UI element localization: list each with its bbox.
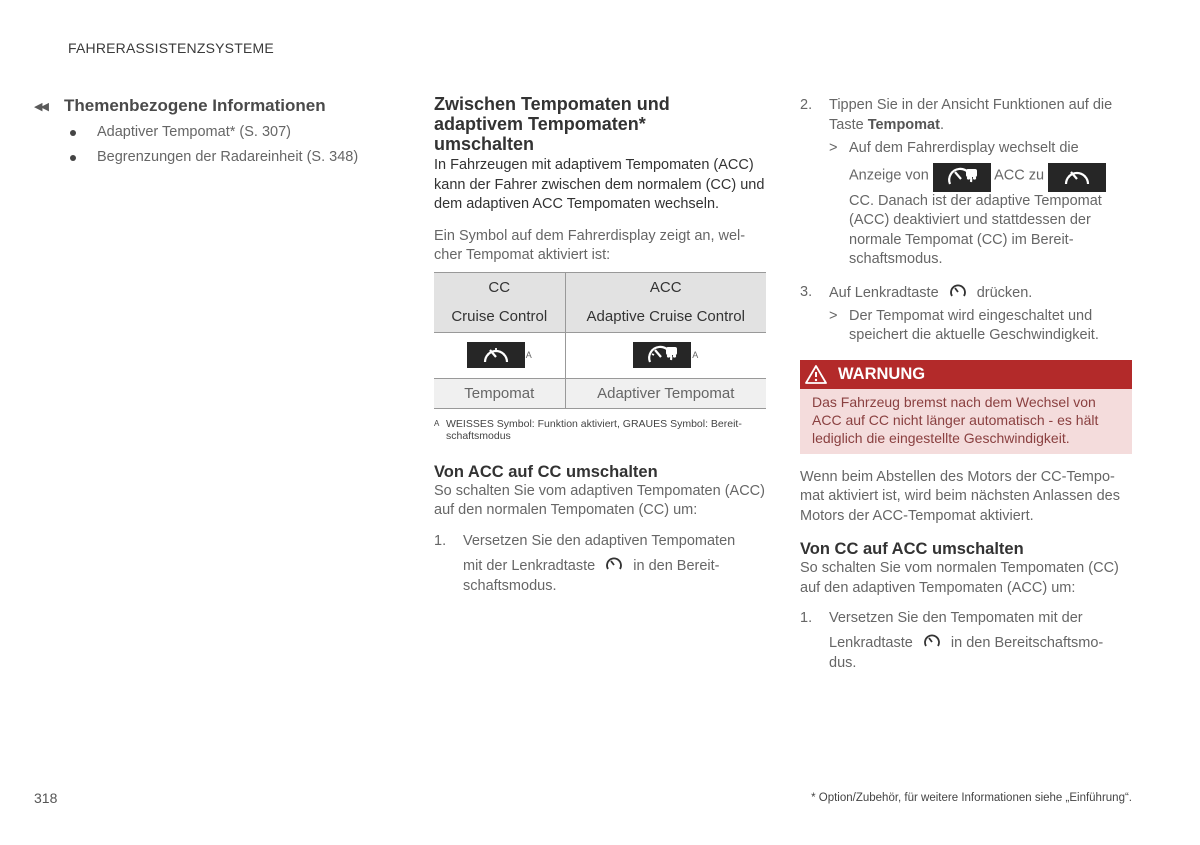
footnote-line: schaftsmodus: [446, 429, 511, 442]
step-text-part: in den Bereit-: [633, 557, 720, 574]
warning-text: Das Fahrzeug bremst nach dem Wechsel von ACC auf CC nicht länger automatisch - es hält lediglich die eingestellte Geschwindigkeit.: [800, 389, 1132, 454]
step-text-part: in den Bereitschaftsmo-: [950, 635, 1104, 651]
warning-box: [800, 360, 1132, 454]
table-cell-acc-symbol: [565, 332, 766, 378]
table-header-cc: [434, 272, 565, 332]
symbol-text-line: Ein Symbol auf dem Fahrerdisplay zeigt an, wel-: [434, 227, 746, 244]
step-text-line: Versetzen Sie den adaptiven Tempomaten: [463, 532, 736, 549]
table-cell-acc-label: Adaptiver Tempomat: [565, 378, 766, 408]
related-title: Themenbezogene Informationen: [64, 96, 326, 115]
table-header-acc: [565, 272, 766, 332]
related-topics: [34, 96, 394, 170]
step-number: 1.: [800, 610, 813, 626]
related-link-adaptive-cruise[interactable]: Adaptiver Tempomat* (S. 307): [34, 120, 394, 145]
result-text: Der Tempomat wird eingeschaltet und speichert die aktuelle Geschwindigkeit.: [849, 307, 1099, 343]
table-footnote: [434, 418, 768, 442]
result-text-line: [849, 163, 1106, 192]
result-arrow: >: [829, 307, 838, 324]
list-item: [800, 282, 1134, 303]
cruise-control-table: [434, 272, 766, 409]
section-title-cc-to-acc: Von CC auf ACC umschalten: [800, 540, 1024, 558]
acc-to-cc-step-3: [800, 282, 1134, 303]
list-item: [800, 95, 1134, 135]
result-text-part: Anzeige von: [849, 167, 929, 183]
result-text-part: ACC zu: [994, 167, 1045, 183]
header-name: Cruise Control: [451, 308, 548, 325]
cc-to-acc-steps: [800, 608, 1134, 673]
step-text-part: Auf Lenkradtaste: [829, 284, 939, 301]
engine-restart-note: Wenn beim Abstellen des Motors der CC-Tempo-mat aktiviert ist, wird beim nächsten Anlassen des Motors der ACC-Tempomat aktiviert.: [800, 468, 1120, 524]
intro-paragraph: In Fahrzeugen mit adaptivem Tempomaten (ACC) kann der Fahrer zwischen dem normalem (CC) und dem adaptiven ACC Tempomaten wechseln.: [434, 157, 765, 212]
related-title-row: [34, 96, 394, 116]
result-text-part: CC. Danach ist der adaptive Tempomat (ACC) deaktiviert und stattdessen der normale Tempomat (CC) im Bereit-schaftsmodus.: [849, 192, 1102, 267]
adaptive-cruise-control-symbol-icon: [633, 342, 691, 368]
header-abbr: CC: [488, 279, 511, 296]
section-title-acc-to-cc: Von ACC auf CC umschalten: [434, 462, 658, 481]
adaptive-cruise-control-symbol-icon: [933, 163, 991, 192]
cruise-control-button-icon: [923, 632, 941, 650]
step-text-part: drücken.: [976, 284, 1033, 301]
step-text-part: .: [939, 117, 944, 133]
cruise-control-symbol-icon: [467, 342, 525, 368]
option-footnote: * Option/Zubehör, für weitere Informationen siehe „Einführung“.: [811, 792, 1132, 804]
step-text-line: Versetzen Sie den Tempomaten mit der: [829, 610, 1083, 626]
step-number: 2.: [800, 97, 813, 113]
note-mark: A: [692, 350, 699, 360]
warning-title: WARNUNG: [838, 364, 926, 383]
double-chevron-left-icon[interactable]: ◀◀: [34, 100, 47, 113]
acc-to-cc-steps-continued: [800, 95, 1134, 135]
page-number: 318: [34, 790, 58, 806]
column-right: [800, 95, 1134, 673]
cruise-control-button-icon: [605, 555, 623, 573]
step-number: 3.: [800, 283, 813, 300]
footnote-line: WEISSES Symbol: Funktion aktiviert, GRAUES Symbol: Bereit-: [446, 417, 742, 430]
result-text-line: Auf dem Fahrerdisplay wechselt die: [849, 140, 1079, 156]
step-text-part: mit der Lenkradtaste: [463, 557, 596, 574]
page-title-line: umschalten: [434, 134, 535, 154]
step-text-line: [829, 632, 1103, 653]
header-abbr: ACC: [649, 279, 682, 296]
list-item: [434, 531, 768, 596]
tempomat-key-label: Tempomat: [867, 117, 940, 133]
result-step-2: [829, 139, 1134, 270]
related-list: [34, 120, 394, 170]
step-text-part: Lenkradtaste: [829, 635, 913, 651]
section-header: FAHRERASSISTENZSYSTEME: [68, 40, 274, 56]
warning-header: [800, 360, 1132, 389]
step-text: [829, 608, 1103, 673]
symbol-paragraph: [434, 227, 768, 266]
cruise-control-symbol-icon: [1048, 163, 1106, 192]
page-title-line: adaptivem Tempomaten*: [434, 114, 646, 134]
step-number: 1.: [434, 532, 447, 549]
result-arrow: >: [829, 140, 838, 156]
related-link-radar-limits[interactable]: Begrenzungen der Radareinheit (S. 348): [34, 145, 394, 170]
header-name: Adaptive Cruise Control: [586, 308, 745, 325]
step-text-line: dus.: [829, 655, 857, 671]
warning-triangle-icon: [804, 364, 828, 384]
list-item: [800, 608, 1134, 673]
footnote-text: [446, 418, 742, 442]
cruise-control-button-icon: [949, 282, 967, 300]
column-main: [434, 94, 768, 596]
acc-to-cc-intro: So schalten Sie vom adaptiven Tempomaten (ACC) auf den normalen Tempomaten (CC) um:: [434, 482, 765, 518]
result-text: [849, 139, 1134, 270]
step-text: [463, 531, 735, 596]
step-text-part: Tippen Sie in der Ansicht Funktionen auf die Taste: [829, 97, 1113, 133]
note-mark: A: [525, 350, 532, 360]
table-cell-cc-label: Tempomat: [434, 378, 565, 408]
result-step-3: [829, 307, 1134, 346]
footnote-mark: A: [434, 418, 440, 428]
step-text-line: schaftsmodus.: [463, 577, 557, 594]
acc-to-cc-steps: [434, 531, 768, 596]
symbol-text-line: cher Tempomat aktiviert ist:: [434, 247, 611, 263]
step-text: [829, 282, 1032, 303]
step-text: [829, 95, 1134, 135]
page-title-line: Zwischen Tempomaten und: [434, 94, 670, 114]
step-text-line: [463, 555, 720, 576]
table-cell-cc-symbol: [434, 332, 565, 378]
cc-to-acc-intro: So schalten Sie vom normalen Tempomaten (CC) auf den adaptiven Tempomaten (ACC) um:: [800, 560, 1119, 596]
page-title: [434, 94, 768, 154]
